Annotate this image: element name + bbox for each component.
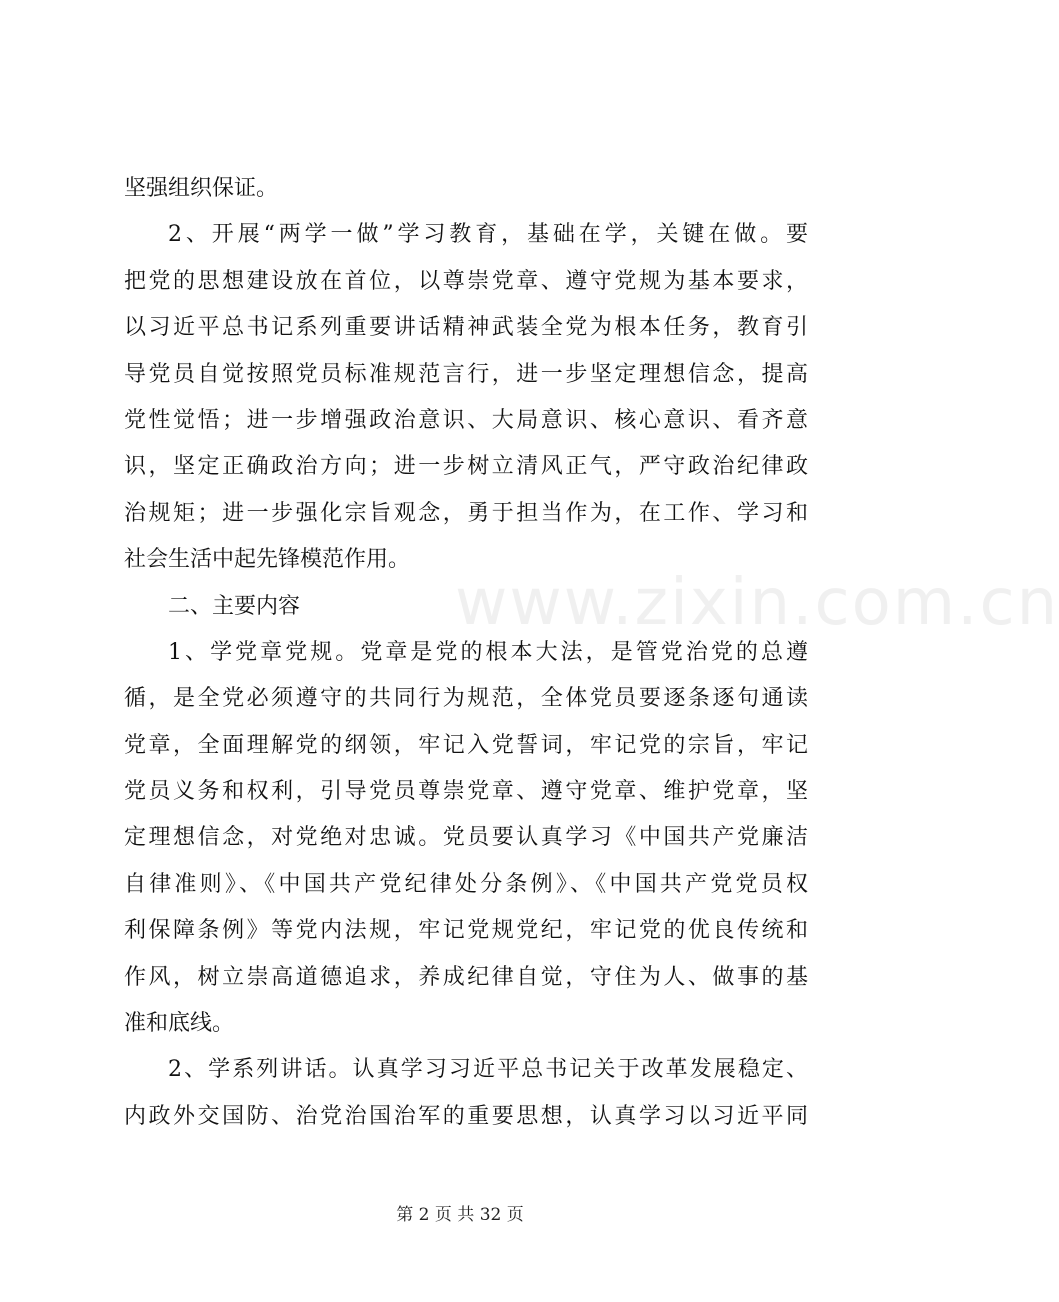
text-line: 1、学党章党规。党章是党的根本大法，是管党治党的总遵	[168, 639, 808, 665]
text-line: 定理想信念，对党绝对忠诚。党员要认真学习《中国共产党廉洁	[124, 825, 808, 851]
text-line: 识，坚定正确政治方向；进一步树立清风正气，严守政治纪律政	[124, 454, 808, 480]
text-line: 把党的思想建设放在首位，以尊崇党章、遵守党规为基本要求，	[124, 268, 808, 294]
page-footer: 第 2 页 共 32 页	[396, 1205, 524, 1225]
text-line: 党员义务和权利，引导党员尊崇党章、遵守党章、维护党章，坚	[124, 779, 808, 805]
text-line: 2、开展“两学一做”学习教育，基础在学，关键在做。要	[168, 222, 808, 248]
text-line: 坚强组织保证。	[124, 176, 279, 201]
text-line: 利保障条例》等党内法规，牢记党规党纪，牢记党的优良传统和	[124, 918, 808, 944]
text-line: 作风，树立崇高道德追求，养成纪律自觉，守住为人、做事的基	[124, 964, 808, 990]
text-line: 党章，全面理解党的纲领，牢记入党誓词，牢记党的宗旨，牢记	[124, 732, 808, 758]
text-line: 内政外交国防、治党治国治军的重要思想，认真学习以习近平同	[124, 1103, 808, 1129]
text-line: 2、学系列讲话。认真学习习近平总书记关于改革发展稳定、	[168, 1057, 808, 1083]
text-line: 准和底线。	[124, 1011, 235, 1037]
text-line: 二、主要内容	[168, 593, 301, 619]
text-line: 以习近平总书记系列重要讲话精神武装全党为根本任务，教育引	[124, 315, 808, 341]
text-line: 自律准则》、《中国共产党纪律处分条例》、《中国共产党党员权	[124, 871, 808, 897]
text-line: 循，是全党必须遵守的共同行为规范，全体党员要逐条逐句通读	[124, 686, 808, 712]
text-line: 社会生活中起先锋模范作用。	[124, 547, 411, 573]
text-line: 党性觉悟；进一步增强政治意识、大局意识、核心意识、看齐意	[124, 407, 808, 433]
document-body	[124, 166, 808, 1140]
watermark: www.zixin.com.cn	[455, 566, 1059, 640]
text-line: 治规矩；进一步强化宗旨观念，勇于担当作为，在工作、学习和	[124, 500, 808, 526]
text-line: 导党员自觉按照党员标准规范言行，进一步坚定理想信念，提高	[124, 361, 808, 387]
